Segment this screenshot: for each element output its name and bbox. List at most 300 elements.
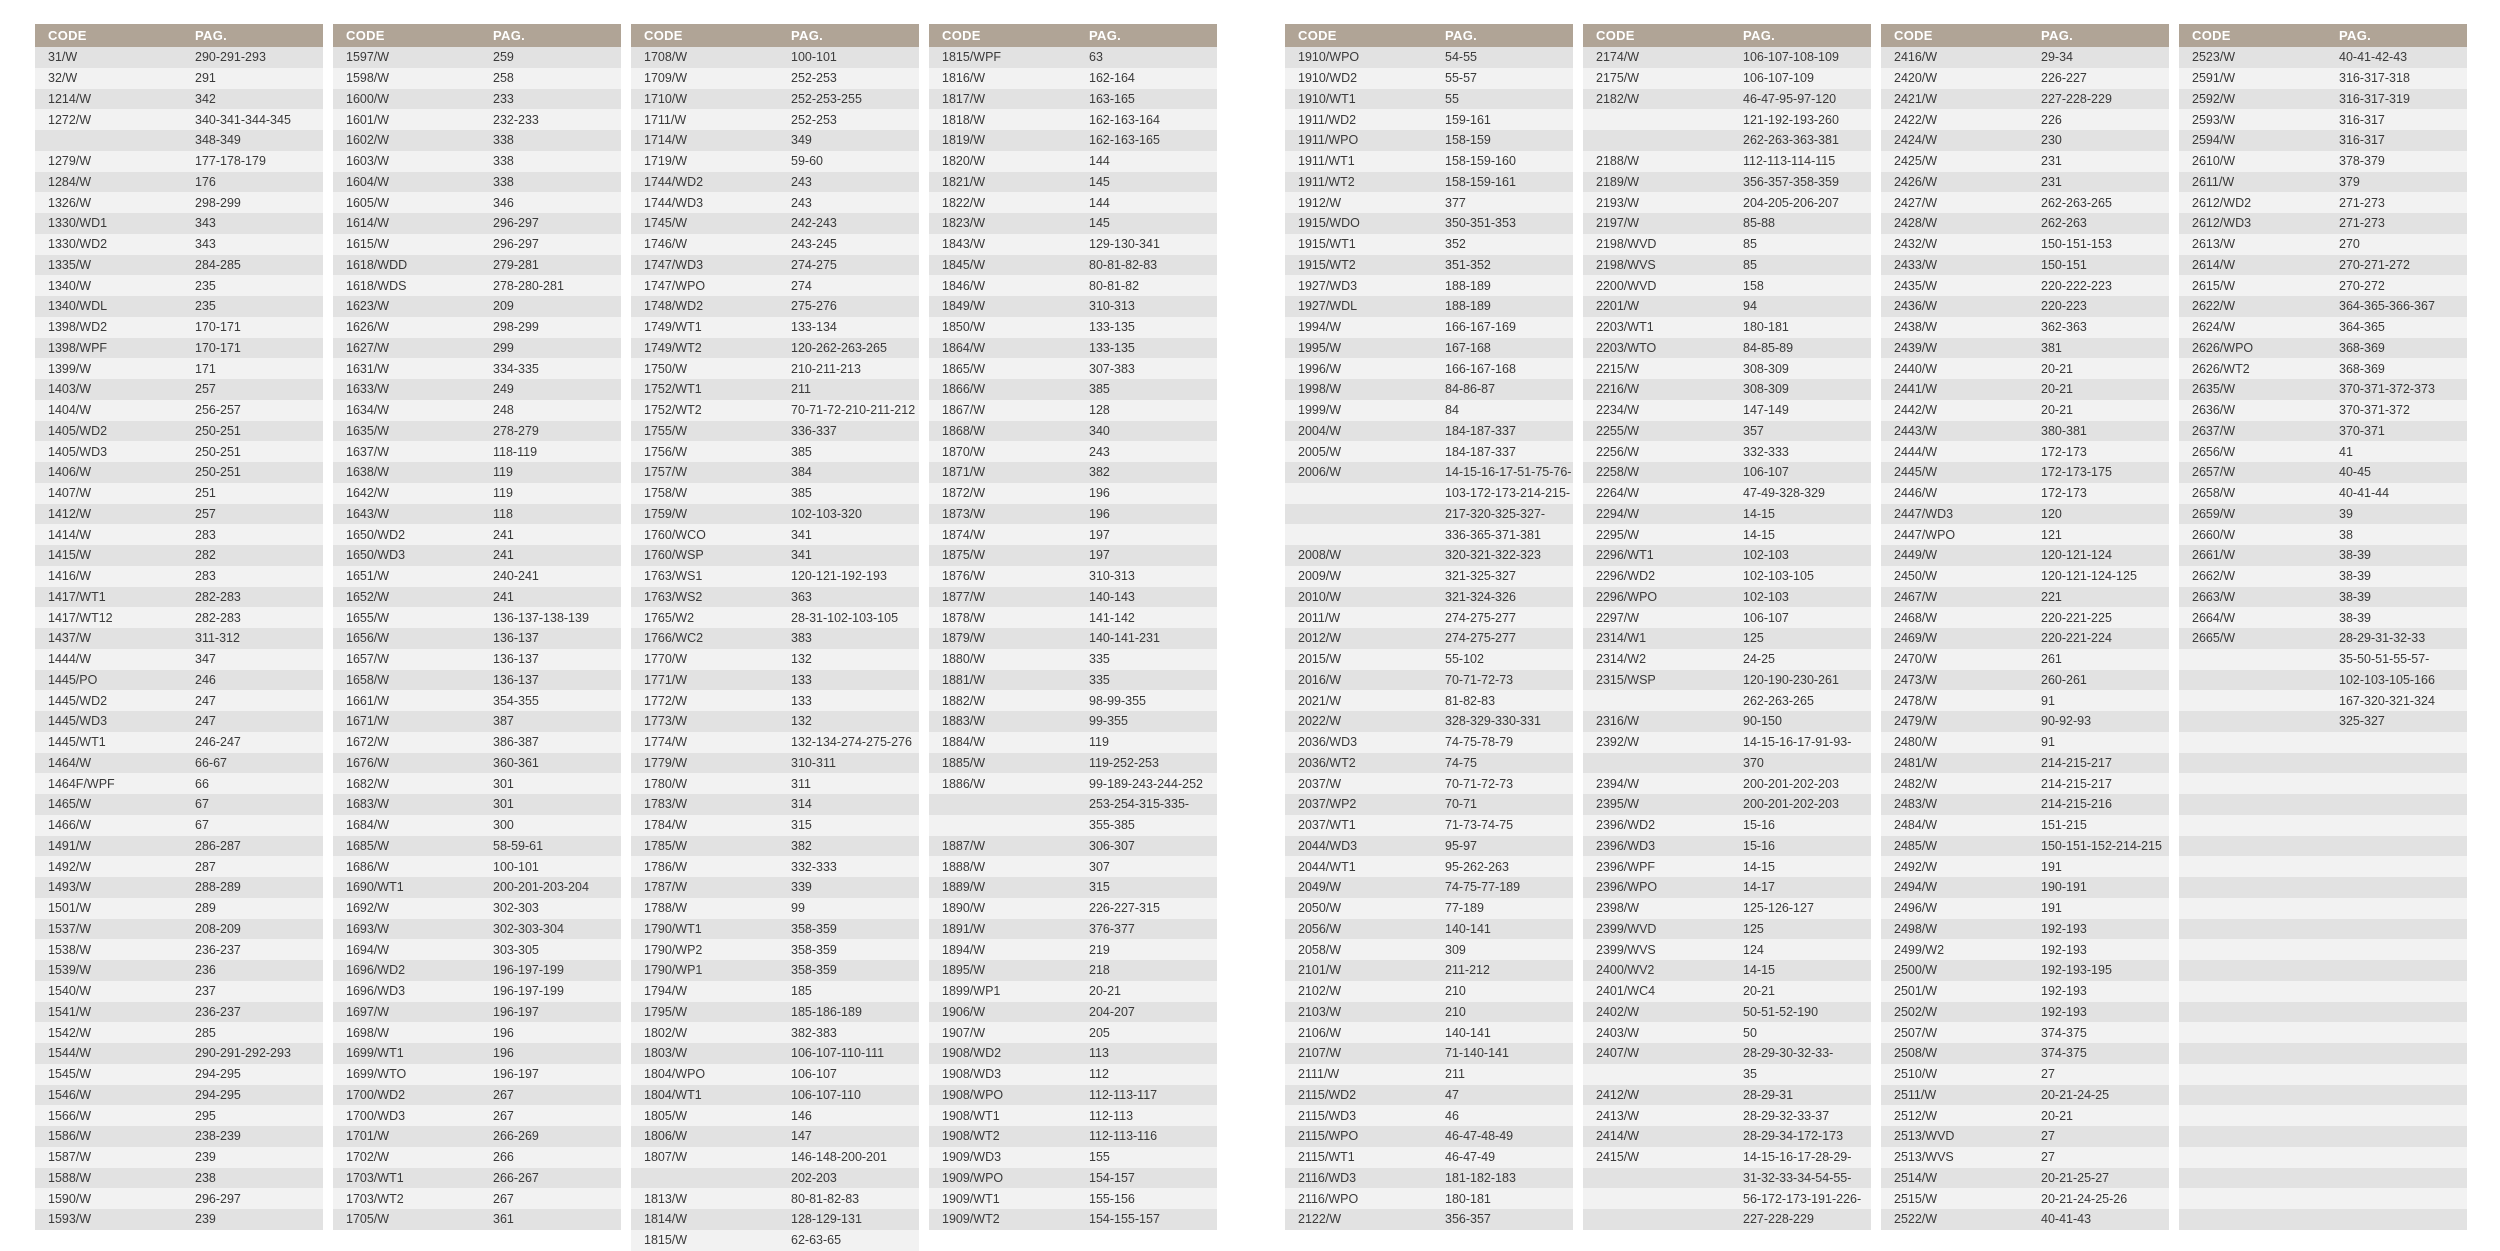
page-cell: 230 <box>2041 133 2062 148</box>
code-cell: 1998/W <box>1298 382 1342 397</box>
table-row <box>35 566 323 587</box>
page-cell: 145 <box>1089 174 1110 189</box>
page-cell: 354-355 <box>493 693 539 708</box>
table-row <box>35 1168 323 1189</box>
table-row <box>1583 234 1871 255</box>
code-cell: 2656/W <box>2192 444 2236 459</box>
table-row <box>1583 607 1871 628</box>
page-cell: 370 <box>1743 755 1764 770</box>
table-row <box>1583 711 1871 732</box>
table-row <box>1583 856 1871 877</box>
page-cell: 200-201-203-204 <box>493 880 589 895</box>
page-cell: 247 <box>195 714 216 729</box>
page-cell: 196 <box>1089 486 1110 501</box>
table-row <box>35 296 323 317</box>
table-row <box>1285 255 1573 276</box>
table-row <box>2179 981 2467 1002</box>
code-cell: 2416/W <box>1894 50 1938 65</box>
code-cell: 1588/W <box>48 1170 92 1185</box>
code-cell: 1417/WT12 <box>48 610 113 625</box>
table-row <box>631 296 919 317</box>
table-row <box>631 898 919 919</box>
page-cell: 211 <box>1445 1067 1465 1082</box>
code-cell: 2662/W <box>2192 569 2236 584</box>
code-cell: 1915/WT2 <box>1298 257 1356 272</box>
index-column-3 <box>631 24 919 1251</box>
table-row <box>333 836 621 857</box>
table-row <box>929 192 1217 213</box>
page-cell: 31-32-33-34-54-55- <box>1743 1170 1852 1185</box>
table-row <box>1285 877 1573 898</box>
page-cell: 334-335 <box>493 361 539 376</box>
table-row <box>333 296 621 317</box>
table-row <box>2179 587 2467 608</box>
table-row <box>2179 130 2467 151</box>
table-row <box>1583 836 1871 857</box>
code-cell: 2315/WSP <box>1596 672 1656 687</box>
table-row <box>2179 1126 2467 1147</box>
table-row <box>631 379 919 400</box>
table-row <box>333 670 621 691</box>
page-cell: 74-75-78-79 <box>1445 735 1514 750</box>
table-row <box>1583 524 1871 545</box>
page-cell: 133-135 <box>1089 340 1135 355</box>
page-cell: 362-363 <box>2041 320 2087 335</box>
page-cell: 99-355 <box>1089 714 1128 729</box>
code-cell: 1326/W <box>48 195 92 210</box>
code-cell: 1785/W <box>644 838 688 853</box>
table-row <box>1881 504 2169 525</box>
table-row <box>1583 296 1871 317</box>
page-cell: 298-299 <box>493 320 539 335</box>
table-row <box>2179 483 2467 504</box>
table-row <box>333 1002 621 1023</box>
table-row <box>929 109 1217 130</box>
table-row <box>1583 317 1871 338</box>
table-row <box>929 1168 1217 1189</box>
table-row <box>333 234 621 255</box>
page-cell: 364-365 <box>2339 320 2385 335</box>
header-code: CODE <box>942 28 981 43</box>
code-cell: 2297/W <box>1596 610 1640 625</box>
table-row <box>1583 379 1871 400</box>
table-row <box>35 856 323 877</box>
code-cell: 1590/W <box>48 1191 92 1206</box>
column-header <box>35 24 323 47</box>
page-cell: 15-16 <box>1743 818 1775 833</box>
page-cell: 252-253 <box>791 112 837 127</box>
page-cell: 310-313 <box>1089 569 1135 584</box>
page-cell: 301 <box>493 797 514 812</box>
page-cell: 155-156 <box>1089 1191 1135 1206</box>
table-row <box>333 649 621 670</box>
code-cell: 1927/WDL <box>1298 299 1358 314</box>
code-cell: 2480/W <box>1894 735 1938 750</box>
code-cell: 2473/W <box>1894 672 1938 687</box>
table-row <box>929 690 1217 711</box>
table-row <box>333 1022 621 1043</box>
page-cell: 241 <box>493 527 514 542</box>
header-code: CODE <box>48 28 87 43</box>
table-row <box>333 1126 621 1147</box>
code-cell: 2469/W <box>1894 631 1938 646</box>
page-cell: 307-383 <box>1089 361 1135 376</box>
page-cell: 233 <box>493 91 514 106</box>
page-cell: 302-303 <box>493 901 539 916</box>
code-cell: 1696/WD3 <box>346 984 406 999</box>
code-cell: 2483/W <box>1894 797 1938 812</box>
code-cell: 2470/W <box>1894 652 1938 667</box>
page-cell: 343 <box>195 216 216 231</box>
page-cell: 63 <box>1089 50 1103 65</box>
page-cell: 283 <box>195 527 216 542</box>
table-row <box>631 815 919 836</box>
page-cell: 296-297 <box>493 237 539 252</box>
code-cell: 1566/W <box>48 1108 92 1123</box>
table-row <box>1285 1022 1573 1043</box>
page-cell: 311 <box>791 776 811 791</box>
code-cell: 1849/W <box>942 299 986 314</box>
code-cell: 1750/W <box>644 361 688 376</box>
code-cell: 1539/W <box>48 963 92 978</box>
code-cell: 1700/WD3 <box>346 1108 406 1123</box>
table-row <box>631 192 919 213</box>
table-row <box>929 1064 1217 1085</box>
table-row <box>1285 47 1573 68</box>
code-cell: 2435/W <box>1894 278 1938 293</box>
table-row <box>35 815 323 836</box>
code-cell: 32/W <box>48 71 78 86</box>
table-row <box>929 524 1217 545</box>
page-cell: 311-312 <box>195 631 240 646</box>
code-cell: 2407/W <box>1596 1046 1640 1061</box>
code-cell: 1657/W <box>346 652 390 667</box>
page-cell: 98-99-355 <box>1089 693 1146 708</box>
page-cell: 41 <box>2339 444 2353 459</box>
page-cell: 150-151-152-214-215 <box>2041 838 2162 853</box>
code-cell: 1638/W <box>346 465 390 480</box>
page-cell: 38 <box>2339 527 2353 542</box>
code-cell: 1787/W <box>644 880 688 895</box>
table-row <box>1285 628 1573 649</box>
table-row <box>333 815 621 836</box>
page-cell: 227-228-229 <box>1743 1212 1814 1227</box>
table-row <box>1285 358 1573 379</box>
table-row <box>1583 1064 1871 1085</box>
page-cell: 248 <box>493 403 514 418</box>
header-pag: PAG. <box>493 28 526 43</box>
table-row <box>2179 670 2467 691</box>
code-cell: 1398/WD2 <box>48 320 108 335</box>
header-pag: PAG. <box>1445 28 1478 43</box>
page-cell: 125-126-127 <box>1743 901 1814 916</box>
code-cell: 2296/WT1 <box>1596 548 1654 563</box>
code-cell: 1795/W <box>644 1004 688 1019</box>
code-cell: 2255/W <box>1596 423 1640 438</box>
table-row <box>333 1209 621 1230</box>
code-cell: 2395/W <box>1596 797 1640 812</box>
code-cell: 2294/W <box>1596 506 1640 521</box>
table-row <box>1583 421 1871 442</box>
page-cell: 145 <box>1089 216 1110 231</box>
page-cell: 242-243 <box>791 216 837 231</box>
page-cell: 241 <box>493 548 514 563</box>
page-cell: 106-107-108-109 <box>1743 50 1839 65</box>
table-row <box>631 1126 919 1147</box>
code-cell: 2115/WT1 <box>1298 1150 1355 1165</box>
code-cell: 2492/W <box>1894 859 1938 874</box>
code-cell: 2513/WVD <box>1894 1129 1955 1144</box>
code-cell: 1759/W <box>644 506 688 521</box>
table-row <box>1285 1002 1573 1023</box>
table-row <box>333 566 621 587</box>
page-cell: 99 <box>791 901 805 916</box>
code-cell: 1846/W <box>942 278 986 293</box>
table-row <box>35 1147 323 1168</box>
code-cell: 1719/W <box>644 154 688 169</box>
table-row <box>35 358 323 379</box>
page-cell: 251 <box>195 486 216 501</box>
code-cell: 2622/W <box>2192 299 2236 314</box>
code-cell: 1911/WT2 <box>1298 174 1355 189</box>
header-code: CODE <box>1894 28 1933 43</box>
code-cell: 1891/W <box>942 921 986 936</box>
page-cell: 46-47-49 <box>1445 1150 1496 1165</box>
page-cell: 274-275-277 <box>1445 610 1516 625</box>
page-cell: 382 <box>1089 465 1110 480</box>
code-cell: 1692/W <box>346 901 390 916</box>
code-cell: 2421/W <box>1894 91 1938 106</box>
table-row <box>2179 628 2467 649</box>
page-cell: 239 <box>195 1212 216 1227</box>
code-cell: 2468/W <box>1894 610 1938 625</box>
code-cell: 1790/WP1 <box>644 963 703 978</box>
table-row <box>1881 960 2169 981</box>
code-cell: 2011/W <box>1298 610 1341 625</box>
code-cell: 1398/WPF <box>48 340 108 355</box>
table-row <box>1881 358 2169 379</box>
page-cell: 14-15 <box>1743 527 1775 542</box>
table-row <box>929 960 1217 981</box>
code-cell: 1605/W <box>346 195 390 210</box>
table-row <box>333 732 621 753</box>
code-cell: 2234/W <box>1596 403 1640 418</box>
code-cell: 2256/W <box>1596 444 1640 459</box>
page-cell: 162-164 <box>1089 71 1135 86</box>
page-cell: 376-377 <box>1089 921 1135 936</box>
table-row <box>929 358 1217 379</box>
code-cell: 1696/WD2 <box>346 963 406 978</box>
page-cell: 190-191 <box>2041 880 2087 895</box>
column-header <box>1285 24 1573 47</box>
table-row <box>1881 566 2169 587</box>
code-cell: 1915/WDO <box>1298 216 1360 231</box>
code-cell: 2401/WC4 <box>1596 984 1656 999</box>
table-row <box>2179 960 2467 981</box>
table-row <box>1285 690 1573 711</box>
page-cell: 227-228-229 <box>2041 91 2112 106</box>
code-cell: 1911/WD2 <box>1298 112 1357 127</box>
code-cell: 1845/W <box>942 257 986 272</box>
code-cell: 2115/WD3 <box>1298 1108 1357 1123</box>
table-row <box>1583 898 1871 919</box>
table-row <box>2179 68 2467 89</box>
code-cell: 2412/W <box>1596 1087 1640 1102</box>
page-cell: 144 <box>1089 195 1110 210</box>
page-cell: 196-197 <box>493 1004 539 1019</box>
table-row <box>631 773 919 794</box>
code-cell: 2507/W <box>1894 1025 1938 1040</box>
table-row <box>631 1209 919 1230</box>
page-cell: 328-329-330-331 <box>1445 714 1541 729</box>
page-cell: 121-192-193-260 <box>1743 112 1839 127</box>
table-row <box>35 483 323 504</box>
page-cell: 231 <box>2041 154 2062 169</box>
code-cell: 1780/W <box>644 776 688 791</box>
page-cell: 39 <box>2339 506 2353 521</box>
code-cell: 1763/WS1 <box>644 569 703 584</box>
table-row <box>631 275 919 296</box>
table-row <box>333 1043 621 1064</box>
code-cell: 2515/W <box>1894 1191 1938 1206</box>
table-row <box>631 981 919 1002</box>
page-cell: 356-357 <box>1445 1212 1491 1227</box>
code-cell: 1690/WT1 <box>346 880 404 895</box>
code-cell: 2044/WT1 <box>1298 859 1356 874</box>
table-row <box>929 151 1217 172</box>
code-cell: 2004/W <box>1298 423 1342 438</box>
code-cell: 1804/WPO <box>644 1067 706 1082</box>
table-row <box>929 836 1217 857</box>
code-cell: 2624/W <box>2192 320 2236 335</box>
table-row <box>929 856 1217 877</box>
code-cell: 1908/WD2 <box>942 1046 1002 1061</box>
table-row <box>2179 47 2467 68</box>
table-row <box>2179 939 2467 960</box>
page-cell: 231 <box>2041 174 2062 189</box>
page-cell: 71-73-74-75 <box>1445 818 1514 833</box>
table-row <box>1583 690 1871 711</box>
index-column-7 <box>1881 24 2169 1230</box>
page-cell: 302-303-304 <box>493 921 564 936</box>
code-cell: 2400/WV2 <box>1596 963 1655 978</box>
table-row <box>1583 483 1871 504</box>
table-row <box>2179 234 2467 255</box>
table-row <box>35 47 323 68</box>
table-row <box>333 877 621 898</box>
table-row <box>1881 939 2169 960</box>
code-cell: 1873/W <box>942 506 986 521</box>
code-cell: 1879/W <box>942 631 986 646</box>
page-cell: 385 <box>1089 382 1110 397</box>
table-row <box>929 919 1217 940</box>
code-cell: 2413/W <box>1596 1108 1640 1123</box>
page-cell: 95-262-263 <box>1445 859 1509 874</box>
table-row <box>333 628 621 649</box>
code-cell: 1708/W <box>644 50 688 65</box>
table-row <box>1881 379 2169 400</box>
code-cell: 2103/W <box>1298 1004 1342 1019</box>
table-row <box>333 587 621 608</box>
table-row <box>2179 711 2467 732</box>
code-cell: 2441/W <box>1894 382 1938 397</box>
page-cell: 59-60 <box>791 154 823 169</box>
page-cell: 370-371 <box>2339 423 2385 438</box>
page-cell: 20-21 <box>2041 361 2073 376</box>
table-row <box>631 255 919 276</box>
table-row <box>1285 1168 1573 1189</box>
page-cell: 132 <box>791 652 812 667</box>
table-row <box>1583 275 1871 296</box>
page-cell: 301 <box>493 776 514 791</box>
page-cell: 180-181 <box>1743 320 1789 335</box>
page-cell: 185-186-189 <box>791 1004 862 1019</box>
page-cell: 291 <box>195 71 216 86</box>
code-cell: 2447/WD3 <box>1894 506 1954 521</box>
table-row <box>1285 898 1573 919</box>
code-cell: 1881/W <box>942 672 986 687</box>
code-cell: 1618/WDS <box>346 278 407 293</box>
table-row <box>1285 441 1573 462</box>
page-cell: 20-21-25-27 <box>2041 1170 2110 1185</box>
table-row <box>1881 89 2169 110</box>
code-cell: 1710/W <box>644 91 688 106</box>
table-row <box>35 587 323 608</box>
code-cell: 2036/WD3 <box>1298 735 1358 750</box>
page-cell: 220-223 <box>2041 299 2087 314</box>
table-row <box>35 109 323 130</box>
code-cell: 2522/W <box>1894 1212 1938 1227</box>
table-row <box>35 939 323 960</box>
table-row <box>1583 338 1871 359</box>
table-row <box>35 275 323 296</box>
code-cell: 1885/W <box>942 755 986 770</box>
page-cell: 120-262-263-265 <box>791 340 887 355</box>
table-row <box>35 711 323 732</box>
table-row <box>631 317 919 338</box>
code-cell: 1889/W <box>942 880 986 895</box>
page-cell: 62-63-65 <box>791 1233 842 1248</box>
table-row <box>1583 877 1871 898</box>
code-cell: 2443/W <box>1894 423 1938 438</box>
page-cell: 102-103 <box>1743 589 1789 604</box>
page-cell: 289 <box>195 901 216 916</box>
code-cell: 1911/WT1 <box>1298 154 1355 169</box>
table-row <box>333 338 621 359</box>
code-cell: 1996/W <box>1298 361 1342 376</box>
code-cell: 1872/W <box>942 486 986 501</box>
header-pag: PAG. <box>2041 28 2074 43</box>
table-row <box>35 1085 323 1106</box>
table-row <box>631 1064 919 1085</box>
page-cell: 95-97 <box>1445 838 1477 853</box>
page-cell: 172-173 <box>2041 444 2087 459</box>
page-cell: 252-253-255 <box>791 91 862 106</box>
code-cell: 2106/W <box>1298 1025 1342 1040</box>
table-row <box>35 524 323 545</box>
table-row <box>929 628 1217 649</box>
code-cell: 1871/W <box>942 465 986 480</box>
table-row <box>929 794 1217 815</box>
page-cell: 363 <box>791 589 812 604</box>
table-row <box>1285 794 1573 815</box>
page-cell: 154-157 <box>1089 1170 1135 1185</box>
page-cell: 348-349 <box>195 133 241 148</box>
code-cell: 1890/W <box>942 901 986 916</box>
code-cell: 1994/W <box>1298 320 1342 335</box>
table-row <box>1285 1188 1573 1209</box>
page-cell: 192-193 <box>2041 1004 2087 1019</box>
